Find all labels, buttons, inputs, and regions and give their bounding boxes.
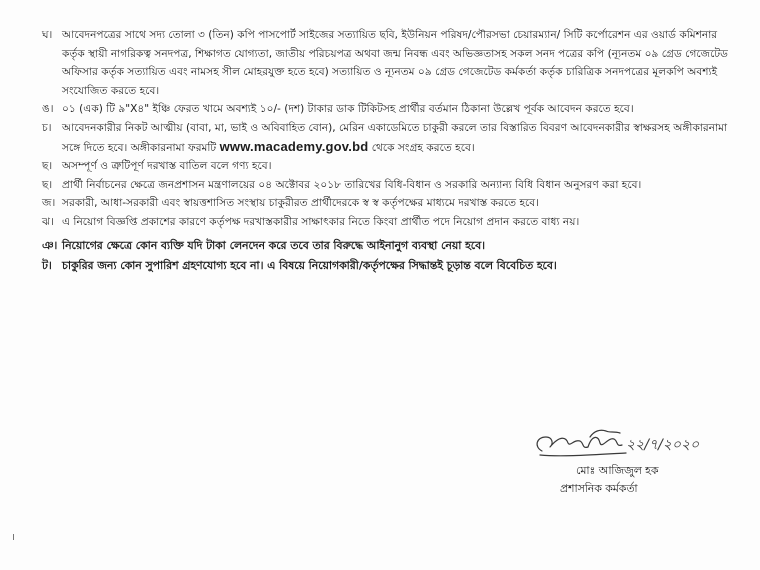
clause-text-after: থেকে সংগ্রহ করতে হবে।	[371, 141, 475, 154]
clause-text: এ নিয়োগ বিজ্ঞপ্তি প্রকাশের কারণে কর্তৃপক্ষ দরখাস্তকারীর সাক্ষাৎকার নিতে কিংবা প্রার্থীত পদে নিয়োগ প্রদান করতে বাধ্য নয়।	[62, 215, 580, 228]
clause-list	[42, 26, 732, 277]
website-link[interactable]: www.macademy.gov.bd	[219, 138, 369, 154]
clause-text: প্রার্থী নির্বাচনের ক্ষেত্রে জনপ্রশাসন মন্ত্রণালয়ের ০৪ অক্টোবর ২০১৮ তারিখের বিধি-বিধান ও সরকারি অন্যান্য বিধি বিধান অনুসরণ করা হবে।	[62, 178, 642, 191]
clause-marker: ছ।	[42, 178, 53, 191]
signature-date: ২২/৭/২০২০	[626, 437, 700, 453]
clause-ca	[42, 119, 732, 157]
signatory-title: প্রশাসনিক কর্মকর্তা	[560, 482, 638, 495]
signature-block	[530, 425, 740, 505]
clause-text: নিয়োগের ক্ষেত্রে কোন ব্যক্তি যদি টাকা লেনদেন করে তবে তার বিরুদ্ধে আইনানুগ ব্যবস্থা নেয়া হবে।	[62, 238, 485, 252]
clause-uma	[42, 100, 732, 119]
signatory-name: মোঃ আজিজুল হক	[576, 464, 659, 477]
clause-text-before: আবেদনকারীর নিকট আত্মীয় (বাবা, মা, ভাই ও অবিবাহিত বোন), মেরিন একাডেমিতে চাকুরী করলে তার বিস্তারিত বিবরণ আবেদনকারীর স্বাক্ষরসহ অঙ্গীকারনামা সঙ্গে দিতে হবে। অঙ্গীকারনামা ফরমটি	[62, 121, 728, 154]
clause-text: অসম্পূর্ণ ও ত্রুটিপূর্ণ দরখাস্ত বাতিল বলে গণ্য হবে।	[62, 160, 272, 173]
clause-marker: চ।	[42, 121, 52, 134]
clause-text: সরকারী, আধা-সরকারী এবং স্বায়ত্তশাসিত সংস্থায় চাকুরীরত প্রার্থীদেরকে স্ব স্ব কর্তৃপক্ষের মাধ্যমে দরখাস্ত করতে হবে।	[62, 197, 539, 210]
clause-gha	[42, 26, 732, 100]
scan-mark	[13, 534, 14, 540]
clause-text	[62, 119, 732, 157]
clause-marker: ঙ।	[42, 103, 54, 116]
clause-marker: ঞ।	[42, 238, 58, 252]
clause-marker: ট।	[42, 259, 52, 273]
clause-cha-2	[42, 176, 732, 195]
clause-marker: ঝ।	[42, 215, 54, 228]
clause-cha	[42, 157, 732, 176]
clause-marker: ঘ।	[42, 29, 53, 41]
clause-marker: ছ।	[42, 160, 53, 173]
clause-text: চাকুরির জন্য কোন সুপারিশ গ্রহণযোগ্য হবে না। এ বিষয়ে নিয়োগকারী/কর্তৃপক্ষের সিদ্ধান্তই চূড়ান্ত বলে বিবেচিত হবে।	[62, 259, 557, 273]
clause-jha	[42, 213, 732, 232]
clause-text: আবেদনপত্রের সাথে সদ্য তোলা ৩ (তিন) কপি পাসপোর্ট সাইজের সত্যায়িত ছবি, ইউনিয়ন পরিষদ/পৌরসভা চেয়ারম্যান/ সিটি কর্পোরেশন এর ওয়ার্ড কমিশনার কর্তৃক স্থায়ী নাগরিকত্ব সনদপত্র, শিক্ষাগত যোগ্যতা, জাতীয় পরিচয়পত্র অথবা জন্ম নিবন্ধ এবং অভিজ্ঞতাসহ সকল সনদ পত্রের কপি (ন্যূনতম ০৯ গ্রেড গেজেটেড অফিসার কর্তৃক সত্যায়িত এবং নামসহ সীল মোহরযুক্ত হতে হবে) সত্যায়িত ও ন্যূনতম ০৯ গ্রেড গেজেটেড কর্মকর্তা কর্তৃক চারিত্রিক সনদপত্রের মূলকপি অবশ্যই সংযোজিত করতে হবে।	[62, 29, 728, 97]
handwritten-signature	[530, 425, 740, 465]
clause-marker: জ।	[42, 197, 56, 210]
clause-ja	[42, 194, 732, 213]
clause-nya	[42, 236, 732, 256]
clause-ta	[42, 256, 732, 276]
signature-scribble	[537, 430, 626, 456]
clause-text: ০১ (এক) টি ৯"X৪" ইঞ্চি ফেরত খামে অবশ্যই ১০/- (দশ) টাকার ডাক টিকিটসহ প্রার্থীর বর্তমান ঠিকানা উল্লেখ পূর্বক আবেদন করতে হবে।	[62, 103, 634, 116]
